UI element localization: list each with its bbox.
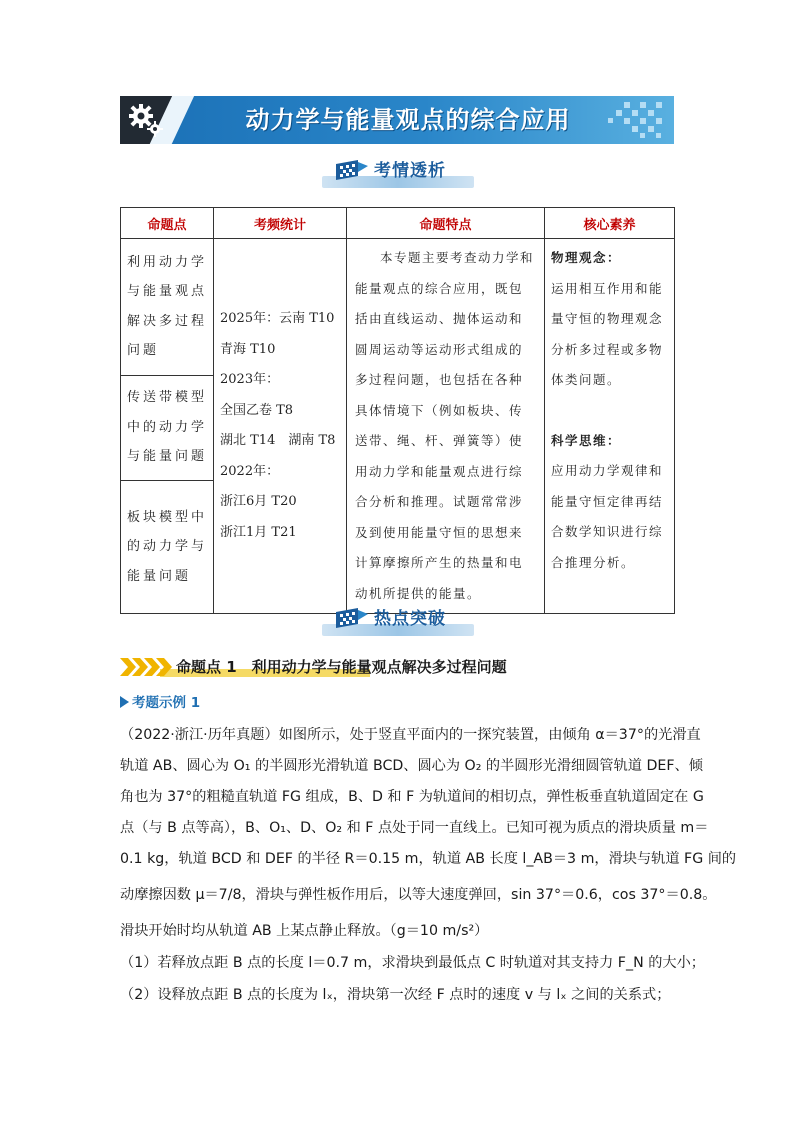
example-label-text: 考题示例 1 xyxy=(132,695,201,711)
core-title: 科学思维： xyxy=(551,432,622,448)
problem-question: （2）设释放点距 B 点的长度为 lₓ，滑块第一次经 F 点时的速度 v 与 lₓ 之间的关系式； xyxy=(120,987,671,1003)
table-header-row xyxy=(121,208,675,239)
core-title: 物理观念： xyxy=(551,250,622,265)
point-text: 传送带模型中的动力学与能量问题 xyxy=(127,390,208,465)
table-header-cell: 命题特点 xyxy=(347,208,545,239)
table-cell-point xyxy=(121,480,214,613)
stat-line: 2025年：云南 T10 xyxy=(220,311,335,326)
features-text: 本专题主要考查动力学和能量观点的综合应用，既包括由直线运动、抛体运动和圆周运动等运动形式组成的多过程问题，也包括在各种具体情境下（例如板块、传送带、绳、杆、弹簧等）使用动力学和能量观点进行综合分析和推理。试题常常涉及到使用能量守恒的思想来计算摩擦所产生的热量和电动机所提供的能量。 xyxy=(355,250,535,601)
table-cell-point xyxy=(121,239,214,376)
topic-title: 命题点 1 利用动力学与能量观点解决多过程问题 xyxy=(176,658,507,676)
example-label xyxy=(120,693,200,713)
problem-question: （1）若释放点距 B 点的长度 l＝0.7 m，求滑块到最低点 C 时轨道对其支持力 F_N 的大小； xyxy=(120,955,705,971)
table-cell-point xyxy=(121,375,214,480)
table-row xyxy=(121,239,675,376)
table-header-cell: 核心素养 xyxy=(545,208,675,239)
stat-line: 湖北 T14 湖南 T8 xyxy=(220,433,336,448)
core-text: 运用相互作用和能量守恒的物理观念分析多过程或多物体类问题。 xyxy=(551,280,664,387)
stat-line: 2022年： xyxy=(220,463,280,479)
stat-line: 全国乙卷 T8 xyxy=(220,402,294,418)
section-header-analysis xyxy=(322,158,474,188)
dots-pattern-icon xyxy=(604,100,668,140)
gear-icon xyxy=(126,102,166,138)
problem-line: 点（与 B 点等高），B、O₁、D、O₂ 和 F 点处于同一直线上。已知可视为质点的滑块质量 m＝ xyxy=(120,820,709,836)
flag-icon xyxy=(334,160,370,182)
core-text: 应用动力学观律和能量守恒定律再结合数学知识进行综合推理分析。 xyxy=(551,463,664,570)
table-cell-core xyxy=(545,239,675,614)
point-text: 利用动力学与能量观点解决多过程问题 xyxy=(127,254,208,359)
table-header-cell: 考频统计 xyxy=(214,208,347,239)
problem-line: 动摩擦因数 μ＝7/8，滑块与弹性板作用后，以等大速度弹回，sin 37°＝0.6，cos 37°＝0.8。 xyxy=(120,887,717,903)
exam-analysis-table xyxy=(120,207,675,614)
section-header-hotspots xyxy=(322,606,474,636)
stat-line: 浙江6月 T20 xyxy=(220,494,297,509)
problem-line: 0.1 kg，轨道 BCD 和 DEF 的半径 R＝0.15 m，轨道 AB 长度 l_AB＝3 m，滑块与轨道 FG 间的 xyxy=(120,851,737,867)
problem-line: 滑块开始时均从轨道 AB 上某点静止释放。（g＝10 m/s²） xyxy=(120,923,489,939)
problem-line: 轨道 AB、圆心为 O₁ 的半圆形光滑轨道 BCD、圆心为 O₂ 的半圆形光滑细圆管轨道 DEF、倾 xyxy=(120,758,703,774)
flag-icon xyxy=(334,608,370,630)
section-title: 考情透析 xyxy=(374,161,446,181)
problem-line: （2022·浙江·历年真题）如图所示，处于竖直平面内的一探究装置，由倾角 α＝37°的光滑直 xyxy=(120,727,701,743)
chevrons-icon xyxy=(120,658,180,676)
point-text: 板块模型中的动力学与能量问题 xyxy=(127,509,208,584)
table-cell-stats xyxy=(214,239,347,614)
table-cell-features xyxy=(347,239,545,614)
topic-heading xyxy=(120,655,674,679)
page-title: 动力学与能量观点的综合应用 xyxy=(245,106,571,134)
problem-line: 角也为 37°的粗糙直轨道 FG 组成，B、D 和 F 为轨道间的相切点，弹性板垂直轨道固定在 G xyxy=(120,789,704,805)
stat-line: 青海 T10 xyxy=(220,341,276,357)
title-banner xyxy=(120,96,674,144)
stat-line: 浙江1月 T21 xyxy=(220,524,297,540)
core-literacy xyxy=(545,239,674,582)
stat-line: 2023年： xyxy=(220,372,280,387)
triangle-icon xyxy=(120,696,129,708)
section-title: 热点突破 xyxy=(374,609,446,629)
table-header-cell: 命题点 xyxy=(121,208,214,239)
